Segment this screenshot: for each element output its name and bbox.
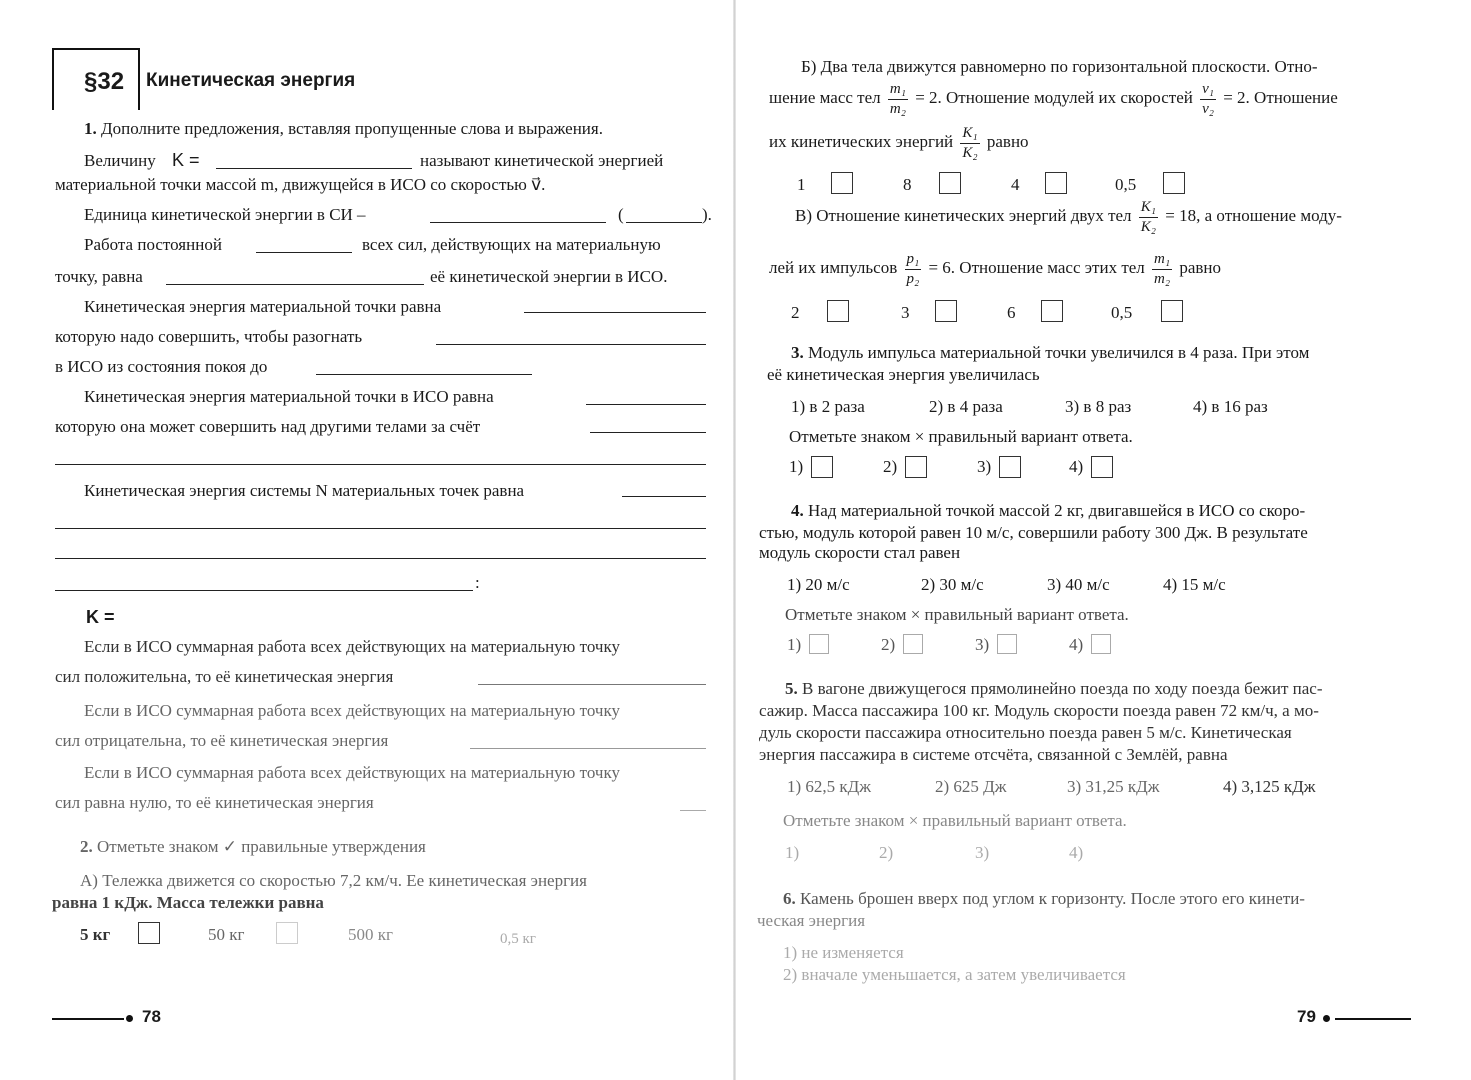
task1-line4b: всех сил, действующих на материальную (362, 235, 661, 254)
task4-answer-4: 4) 15 м/с (1163, 575, 1226, 594)
fraction-v1-v2: $\frac{\text{v₁}}{\text{v₂}}$ (1202, 80, 1214, 117)
blank-11c[interactable] (55, 558, 706, 559)
fraction-p1-p2: $\frac{\text{p₁}}{\text{p₂}}$ (906, 250, 920, 287)
blank-19[interactable] (680, 810, 706, 811)
task3-line2: её кинетическая энергия увеличилась (767, 365, 1040, 384)
task4-answer-2: 2) 30 м/с (921, 575, 984, 594)
taskV-option-3: 6 (1007, 303, 1016, 322)
page-number-left: 78 (142, 1007, 161, 1026)
taskV-line1: В) Отношение кинетических энергий двух тел $\frac{\text{K₁}}{\text{K₂}}$ = 18, а отношение моду- (795, 198, 1342, 235)
taskV-checkbox-1[interactable] (827, 300, 849, 322)
task1-formula-k: K = (86, 607, 115, 627)
task4-mark-1: 1) (787, 635, 802, 654)
task1-line19: сил равна нулю, то её кинетическая энергия (55, 793, 374, 812)
fraction-K1-K2-v: $\frac{\text{K₁}}{\text{K₂}}$ (1140, 198, 1157, 235)
task5-mark-2: 2) (879, 843, 894, 862)
task1-line12: : (475, 573, 480, 592)
blank-11[interactable] (622, 496, 706, 497)
task1-heading: 1. Дополните предложения, вставляя пропущенные слова и выражения. (84, 119, 603, 138)
task1-line2: материальной точки массой m, движущейся в ИСО со скоростью v⃗. (55, 175, 546, 194)
left-page (0, 0, 735, 1080)
task1-line3a: Единица кинетической энергии в СИ – (84, 205, 366, 224)
taskV-option-2: 3 (901, 303, 910, 322)
taskB-checkbox-1[interactable] (831, 172, 853, 194)
blank-11d[interactable] (55, 590, 473, 591)
task2-option-4: 0,5 кг (500, 931, 536, 947)
task1-line15: сил положительна, то её кинетическая энергия (55, 667, 394, 686)
task1-line1a: Величину (84, 151, 156, 170)
section-number: §32 (84, 68, 125, 95)
blank-work[interactable] (256, 252, 352, 253)
blank-7[interactable] (436, 344, 706, 345)
taskV-checkbox-4[interactable] (1161, 300, 1183, 322)
task5-mark-1: 1) (785, 843, 800, 862)
task3-answer-1: 1) в 2 раза (791, 397, 865, 416)
task4-checkbox-2[interactable] (903, 634, 923, 654)
task4-mark-3: 3) (975, 635, 990, 654)
blank-k-formula[interactable] (216, 168, 412, 169)
task2-a-line2: равна 1 кДж. Масса тележки равна (52, 893, 324, 912)
taskB-line1: Б) Два тела движутся равномерно по горизонтальной плоскости. Отно- (801, 57, 1318, 76)
footer-dot-right (1323, 1015, 1330, 1022)
task3-answer-4: 4) в 16 раз (1193, 397, 1268, 416)
task3-mark-3: 3) (977, 457, 992, 476)
section-title: Кинетическая энергия (146, 70, 356, 91)
blank-15[interactable] (478, 684, 706, 685)
task2-checkbox-1[interactable] (138, 922, 160, 944)
task4-mark-4: 4) (1069, 635, 1084, 654)
page-number-right: 79 (1297, 1007, 1316, 1026)
footer-dot-left (126, 1015, 133, 1022)
taskB-option-2: 8 (903, 175, 912, 194)
fraction-K1-K2: $\frac{\text{K₁}}{\text{K₂}}$ (962, 124, 978, 161)
fraction-m1-m2: $\frac{\text{m₁}}{\text{m₂}}$ (889, 80, 906, 117)
task1-line5a: точку, равна (55, 267, 143, 286)
task3-instruction: Отметьте знаком × правильный вариант ответа. (789, 427, 1133, 446)
task2-heading: 2. Отметьте знаком ✓ правильные утверждения (80, 837, 426, 856)
task1-line3b: ( (618, 205, 624, 224)
taskV-option-1: 2 (791, 303, 800, 322)
blank-10[interactable] (590, 432, 706, 433)
blank-unit-symbol[interactable] (626, 222, 702, 223)
blank-si-unit[interactable] (430, 222, 606, 223)
task5-line3: дуль скорости пассажира относительно поезда равен 5 м/с. Кинетическая (759, 723, 1292, 742)
task6-answer-2: 2) вначале уменьшается, а затем увеличивается (783, 965, 1126, 984)
task4-line2: стью, модуль которой равен 10 м/с, совершили работу 300 Дж. В результате (759, 523, 1308, 542)
task3-checkbox-1[interactable] (811, 456, 833, 478)
task1-line16: Если в ИСО суммарная работа всех действующих на материальную точку (84, 701, 620, 720)
task3-answer-3: 3) в 8 раз (1065, 397, 1132, 416)
task2-option-1: 5 кг (80, 925, 111, 944)
task3-checkbox-2[interactable] (905, 456, 927, 478)
task5-answer-2: 2) 625 Дж (935, 777, 1007, 796)
task5-instruction: Отметьте знаком × правильный вариант ответа. (783, 811, 1127, 830)
taskB-line2: шение масс тел $\frac{\text{m₁}}{\text{m₂}}$ = 2. Отношение модулей их скоростей $\frac{\text{v₁}}{\text{v₂}}$ = 2. Отношение (769, 80, 1338, 117)
task1-line3c: ). (702, 205, 712, 224)
blank-11b[interactable] (55, 528, 706, 529)
task1-line5b: её кинетической энергии в ИСО. (430, 267, 668, 286)
task6-line2: ческая энергия (757, 911, 866, 930)
fraction-m1-m2-v: $\frac{\text{m₁}}{\text{m₂}}$ (1154, 250, 1171, 287)
blank-8[interactable] (316, 374, 532, 375)
taskB-line3: их кинетических энергий $\frac{\text{K₁}}{\text{K₂}}$ равно (769, 124, 1029, 161)
blank-17[interactable] (470, 748, 706, 749)
task5-mark-4: 4) (1069, 843, 1084, 862)
task1-line8: в ИСО из состояния покоя до (55, 357, 268, 376)
taskB-option-4: 0,5 (1115, 175, 1137, 194)
taskV-checkbox-2[interactable] (935, 300, 957, 322)
task5-mark-3: 3) (975, 843, 990, 862)
task4-checkbox-1[interactable] (809, 634, 829, 654)
task5-line1: 5. В вагоне движущегося прямолинейно поезда по ходу поезда бежит пас- (785, 679, 1323, 698)
task4-checkbox-3[interactable] (997, 634, 1017, 654)
task4-answer-1: 1) 20 м/с (787, 575, 850, 594)
task3-checkbox-4[interactable] (1091, 456, 1113, 478)
task3-checkbox-3[interactable] (999, 456, 1021, 478)
blank-10b[interactable] (55, 464, 706, 465)
task1-line11: Кинетическая энергия системы N материальных точек равна (84, 481, 525, 500)
task4-answer-3: 3) 40 м/с (1047, 575, 1110, 594)
task1-line6: Кинетическая энергия материальной точки равна (84, 297, 442, 316)
right-page (735, 0, 1471, 1080)
task1-line9: Кинетическая энергия материальной точки в ИСО равна (84, 387, 494, 406)
task4-instruction: Отметьте знаком × правильный вариант ответа. (785, 605, 1129, 624)
blank-9[interactable] (586, 404, 706, 405)
taskB-checkbox-4[interactable] (1163, 172, 1185, 194)
task5-answer-3: 3) 31,25 кДж (1067, 777, 1160, 796)
task6-line1: 6. Камень брошен вверх под углом к горизонту. После этого его кинети- (783, 889, 1305, 908)
taskB-checkbox-3[interactable] (1045, 172, 1067, 194)
task1-line4a: Работа постоянной (84, 235, 222, 254)
task1-line14: Если в ИСО суммарная работа всех действующих на материальную точку (84, 637, 620, 656)
task1-line1-k: K = (172, 150, 200, 170)
footer-rule-right (1335, 1018, 1411, 1020)
task5-line2: сажир. Масса пассажира 100 кг. Модуль скорости поезда равен 72 км/ч, а мо- (759, 701, 1319, 720)
taskB-checkbox-2[interactable] (939, 172, 961, 194)
task1-line1c: называют кинетической энергией (420, 151, 664, 170)
task5-line4: энергия пассажира в системе отсчёта, связанной с Землёй, равна (759, 745, 1228, 764)
task2-option-3: 500 кг (348, 925, 393, 944)
task2-option-2: 50 кг (208, 925, 245, 944)
task1-line10: которую она может совершить над другими телами за счёт (55, 417, 481, 436)
blank-6[interactable] (524, 312, 706, 313)
task1-line18: Если в ИСО суммарная работа всех действующих на материальную точку (84, 763, 620, 782)
task4-mark-2: 2) (881, 635, 896, 654)
task2-a-line1: А) Тележка движется со скоростью 7,2 км/ч. Ее кинетическая энергия (80, 871, 587, 890)
task4-line3: модуль скорости стал равен (759, 543, 961, 562)
task3-mark-1: 1) (789, 457, 804, 476)
taskV-option-4: 0,5 (1111, 303, 1133, 322)
task3-mark-2: 2) (883, 457, 898, 476)
task3-line1: 3. Модуль импульса материальной точки увеличился в 4 раза. При этом (791, 343, 1310, 362)
blank-change[interactable] (166, 284, 424, 285)
taskV-line2: лей их импульсов $\frac{\text{p₁}}{\text{p₂}}$ = 6. Отношение масс этих тел $\frac{\text{m₁}}{\text{m₂}}$ равно (769, 250, 1222, 287)
task5-answer-4: 4) 3,125 кДж (1223, 777, 1316, 796)
task4-line1: 4. Над материальной точкой массой 2 кг, двигавшейся в ИСО со скоро- (791, 501, 1306, 520)
task3-answer-2: 2) в 4 раза (929, 397, 1003, 416)
task2-checkbox-2[interactable] (276, 922, 298, 944)
task6-answer-1: 1) не изменяется (783, 943, 904, 962)
task4-checkbox-4[interactable] (1091, 634, 1111, 654)
taskV-checkbox-3[interactable] (1041, 300, 1063, 322)
taskB-option-1: 1 (797, 175, 806, 194)
task3-mark-4: 4) (1069, 457, 1084, 476)
task1-line17: сил отрицательна, то её кинетическая энергия (55, 731, 389, 750)
footer-rule-left (52, 1018, 124, 1020)
taskB-option-3: 4 (1011, 175, 1020, 194)
task1-line7: которую надо совершить, чтобы разогнать (55, 327, 363, 346)
task5-answer-1: 1) 62,5 кДж (787, 777, 872, 796)
